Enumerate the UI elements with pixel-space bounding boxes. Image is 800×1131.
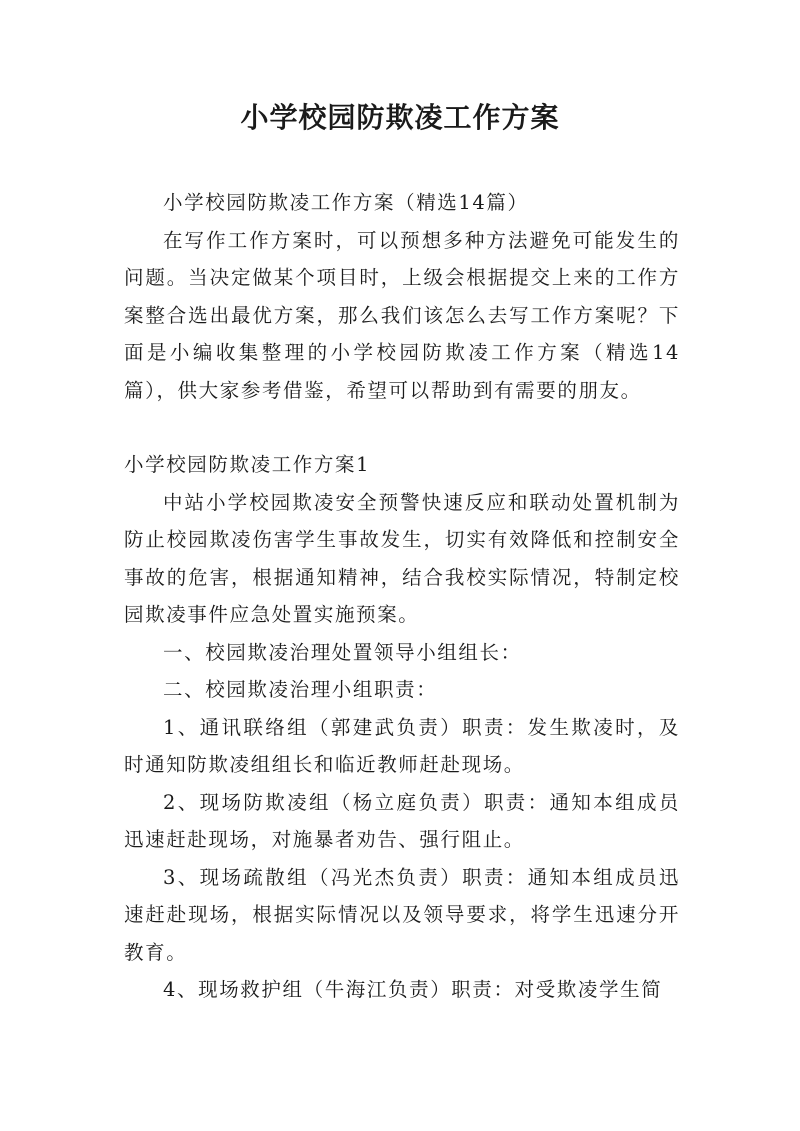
- document-title: 小学校园防欺凌工作方案: [240, 101, 560, 134]
- document-subtitle: 小学校园防欺凌工作方案（精选14篇）: [163, 191, 529, 214]
- body-paragraph: 3、现场疏散组（冯光杰负责）职责：通知本组成员迅速赶赴现场，根据实际情况以及领导要求，将学生迅速分开教育。: [124, 865, 680, 964]
- body-paragraph: 4、现场救护组（牛海江负责）职责：对受欺凌学生简: [163, 978, 663, 1001]
- document-body: [124, 184, 680, 1009]
- body-paragraph: 中站小学校园欺凌安全预警快速反应和联动处置机制为防止校园欺凌伤害学生事故发生，切实有效降低和控制安全事故的危害，根据通知精神，结合我校实际情况，特制定校园欺凌事件应急处置实施预案。: [124, 490, 680, 626]
- body-paragraph: 1、通讯联络组（郭建武负责）职责：发生欺凌时，及时通知防欺凌组组长和临近教师赶赴现场。: [124, 715, 680, 776]
- body-paragraph: 2、现场防欺凌组（杨立庭负责）职责：通知本组成员迅速赶赴现场，对施暴者劝告、强行阻止。: [124, 790, 680, 851]
- body-paragraph: 一、校园欺凌治理处置领导小组组长：: [163, 640, 522, 664]
- body-paragraph: 二、校园欺凌治理小组职责：: [163, 678, 438, 701]
- intro-paragraph: 在写作工作方案时，可以预想多种方法避免可能发生的问题。当决定做某个项目时，上级会根据提交上来的工作方案整合选出最优方案，那么我们该怎么去写工作方案呢？下面是小编收集整理的小学校园防欺凌工作方案（精选14篇），供大家参考借鉴，希望可以帮助到有需要的朋友。: [124, 228, 680, 402]
- section-heading: 小学校园防欺凌工作方案1: [124, 453, 371, 476]
